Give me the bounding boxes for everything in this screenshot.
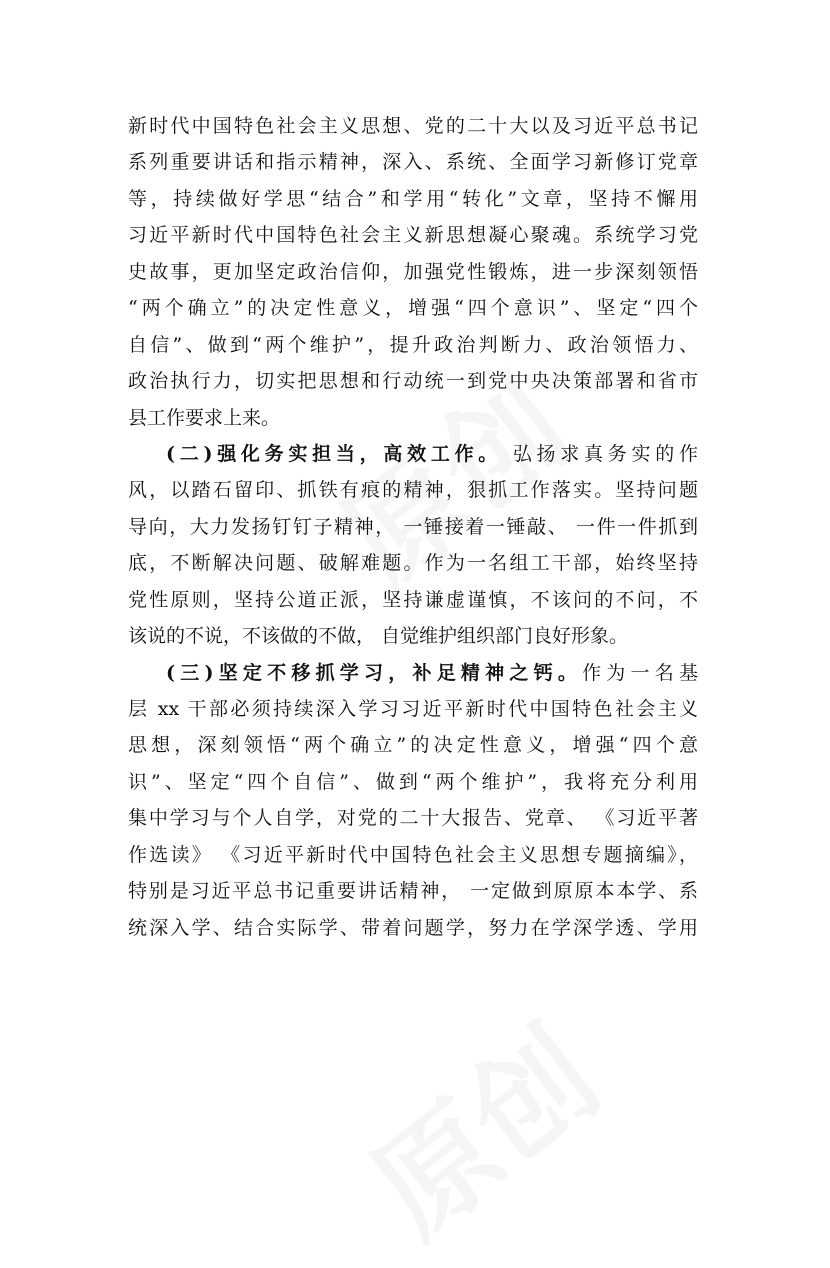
section-heading-2: (二)强化务实担当，高效工作。 [166,442,503,465]
watermark-logo [332,984,627,1267]
paragraph-1-line: 等，持续做好学思“结合”和学用“转化”文章，坚持不懈用 [128,187,698,210]
paragraph-2-first-line [128,436,698,472]
paragraph-3-line: 统深入学、结合实际学、带着问题学，努力在学深学透、学用 [128,916,698,939]
paragraph-2-line: 底，不断解决问题、破解难题。作为一名组工干部，始终坚持 [128,552,698,575]
paragraph-1-line: 新时代中国特色社会主义思想、党的二十大以及习近平总书记 [128,115,698,137]
paragraph-1-line: 系列重要讲话和指示精神，深入、系统、全面学习新修订党章 [128,151,698,174]
paragraph-3-line: 集中学习与个人自学，对党的二十大报告、党章、 《习近平著 [128,807,698,830]
paragraph-3-line: 特别是习近平总书记重要讲话精神， 一定做到原原本本学、系 [128,880,698,903]
paragraph-2-first-line-text: 弘扬求真务实的作 [502,442,698,465]
paragraph-1-line: 习近平新时代中国特色社会主义新思想凝心聚魂。系统学习党 [128,224,698,247]
paragraph-3-line: 层 xx 干部必须持续深入学习习近平新时代中国特色社会主义 [128,698,698,720]
paragraph-1-line: 自信”、做到“两个维护”，提升政治判断力、政治领悟力、 [128,333,698,356]
paragraph-1-line: 政治执行力，切实把思想和行动统一到党中央决策部署和省市 [128,370,698,393]
paragraph-3-line: 识”、坚定“四个自信”、做到“两个维护”，我将充分利用 [128,770,698,793]
paragraph-1-line: 县工作要求上来。 [128,406,281,429]
paragraph-3-first-line-text: 作为一名基 [582,661,698,684]
paragraph-3-first-line [128,655,698,691]
paragraph-3-line: 思想，深刻领悟“两个确立”的决定性意义，增强“四个意 [128,734,698,757]
document-body [128,108,698,946]
section-heading-3: (三)坚定不移抓学习，补足精神之钙。 [166,661,583,684]
paragraph-2-line: 风，以踏石留印、抓铁有痕的精神，狠抓工作落实。坚持问题 [128,479,698,502]
paragraph-2-line: 党性原则，坚持公道正派，坚持谦虚谨慎，不该问的不问，不 [128,588,698,611]
paragraph-1-line: 史故事，更加坚定政治信仰，加强党性锻炼，进一步深刻领悟 [128,260,698,283]
paragraph-2-line: 该说的不说，不该做的不做， 自觉维护组织部门良好形象。 [128,625,629,648]
paragraph-3-line: 作选读》 《习近平新时代中国特色社会主义思想专题摘编》， [128,843,698,866]
paragraph-1-line: “两个确立”的决定性意义，增强“四个意识”、坚定“四个 [128,297,698,320]
paragraph-2-line: 导向，大力发扬钉钉子精神， 一锤接着一锤敲、 一件一件抓到 [128,515,698,538]
